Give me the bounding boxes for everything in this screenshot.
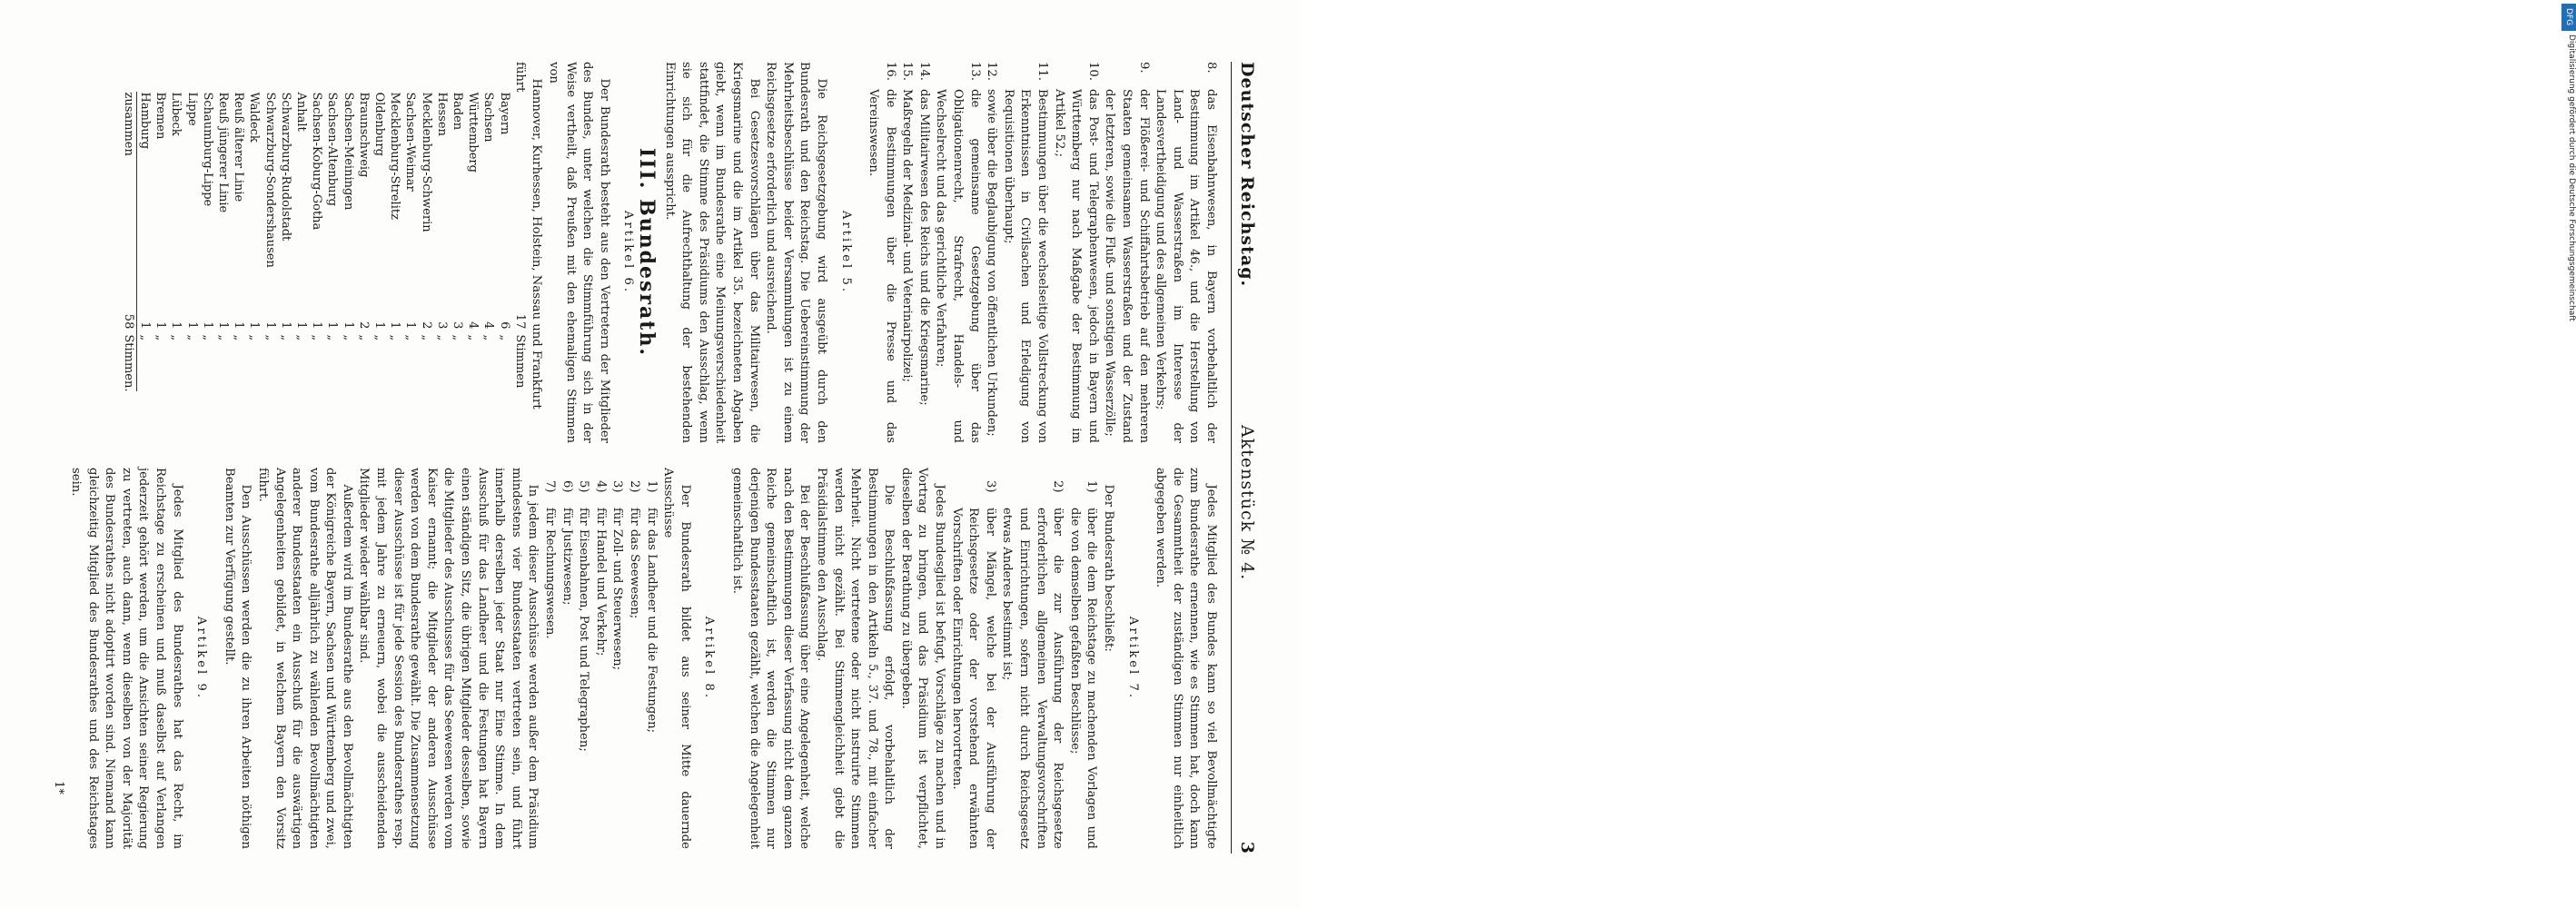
votes-number: 1: [263, 321, 277, 330]
votes-state: Lippe: [184, 92, 199, 126]
article-5-paragraph-2: Bei Gesetzesvorschlägen über das Militairwesen, die Kriegsmarine und die im Artikel 35. bezeichneten Abgaben giebt, wenn im Bundesrathe eine Meinungsverschiedenheit stattfindet, die Stimme des Präsidiums den Ausschlag, wenn sie sich für die Aufrechthaltung der bestehenden Einrichtungen ausspricht.: [662, 62, 761, 443]
article-8-heading: Artikel 8.: [702, 616, 717, 701]
article-8-list-item: [642, 480, 659, 849]
competence-list-item-text: der Flößerei- und Schiffahrtsbetrieb auf den mehreren Staaten gemeinsamen Wasserstraßen und der Zustand der letzteren, sowie die Fluß- und sonstigen Wasserzölle;: [1103, 89, 1151, 443]
votes-state: Württemberg: [466, 92, 481, 173]
competence-list-item-number: 8.: [1204, 62, 1218, 74]
competence-list-item-text: die gemeinsame Gesetzgebung über das Obligationenrecht, Strafrecht, Handels- und Wechselrecht und das gerichtliche Verfahren;: [934, 89, 982, 443]
article-8-list-item-text: für Rechnungswesen.: [543, 508, 558, 639]
votes-row: [356, 92, 372, 391]
article-8-list-item-text: für das Landheer und die Festungen;: [644, 508, 659, 734]
article-8-list-item: [575, 480, 592, 849]
article-7-list-item-number: 3): [983, 480, 997, 493]
votes-number: 1: [169, 321, 183, 330]
votes-row: [153, 92, 168, 391]
dfg-logo: DFG: [2561, 4, 2576, 31]
votes-number: 1: [247, 321, 262, 330]
votes-state: Anhalt: [294, 92, 308, 132]
votes-state: Sachsen-Koburg-Gotha: [310, 92, 324, 231]
competence-list-item: [898, 62, 916, 443]
votes-table: [121, 92, 528, 391]
article-5-paragraph-1: Die Reichsgesetzgebung wird ausgeübt durch den Bundesrath und den Reichstag. Die Uebereinstimmung der Mehrheitsbeschlüsse beider Versammlungen ist zu einem Reichsgesetze erforderlich und ausreichend.: [764, 62, 828, 443]
competence-list-item-number: 9.: [1136, 62, 1151, 74]
votes-unit: „: [451, 334, 465, 341]
competence-list-item: [1050, 62, 1101, 443]
votes-state: Reuß jüngerer Linie: [215, 92, 230, 213]
page-number: 3: [1237, 841, 1257, 854]
votes-number: 1: [310, 321, 324, 330]
article-7-intro: Der Bundesrath beschließt:: [1102, 484, 1116, 652]
article-7-list-item-text: über die dem Reichstage zu machenden Vorlagen und die von demselben gefaßten Beschlüsse;: [1067, 508, 1099, 849]
article-7-list-item-number: 2): [1051, 480, 1065, 493]
competence-list-item-number: 13.: [967, 62, 982, 81]
votes-number: 3: [434, 321, 449, 330]
competence-list-item: [915, 62, 932, 443]
votes-unit: „: [356, 334, 371, 341]
votes-row: [434, 92, 450, 391]
votes-unit: „: [278, 334, 292, 341]
competence-list-item-text: Maßregeln der Medizinal- und Veterinairpolizei;: [900, 89, 915, 382]
votes-number: 1: [403, 321, 418, 330]
votes-unit: „: [247, 334, 262, 341]
votes-row: [418, 92, 433, 391]
votes-row: [136, 92, 153, 391]
left-column: [121, 62, 1219, 443]
article-8-intro: Der Bundesrath bildet aus seiner Mitte dauernde Ausschüsse: [661, 468, 692, 849]
article-8-list-item: [609, 480, 626, 849]
votes-row: [168, 92, 183, 391]
article-9-paragraph-1: Jedes Mitglied des Bundesrathes hat das Recht, im Reichstage zu erscheinen und muß daselbst auf Verlangen jederzeit gehört werden, um die Ansichten seiner Regierung zu vertreten, auch dann, wenn dieselben von der Majorität des Bundesrathes nicht adoptirt worden sind. Niemand kann gleichzeitig Mitglied des Bundesrathes und des Reichstages sein.: [69, 468, 184, 849]
votes-number: 1: [388, 321, 402, 330]
votes-unit: „: [434, 334, 449, 341]
votes-row: [246, 92, 262, 391]
votes-row: [278, 92, 293, 391]
votes-state: Waldeck: [247, 92, 262, 143]
competence-list-item-text: das Eisenbahnwesen, in Bayern vorbehaltlich der Bestimmung im Artikel 46., und die Herstellung von Land- und Wasserstraßen im Interesse der Landesvertheidigung und des allgemeinen Verkehrs;: [1154, 89, 1218, 443]
votes-row: [372, 92, 387, 391]
votes-row: [465, 92, 481, 391]
votes-state: [512, 92, 528, 303]
votes-unit: „: [372, 334, 387, 341]
votes-unit: „: [215, 334, 230, 341]
article-8-list-item-text: für Eisenbahnen, Post und Telegraphen;: [577, 508, 591, 752]
article-6-paragraph-1: Der Bundesrath besteht aus den Vertretern der Mitglieder des Bundes, unter welchen die Stimmführung sich in der Weise vertheilt, daß Preußen mit den ehemaligen Stimmen von: [547, 62, 611, 443]
article-7-list-item: [998, 480, 1065, 849]
votes-number: 1: [184, 321, 199, 330]
votes-row: [215, 92, 231, 391]
article-7-list-item-number: 1): [1085, 480, 1099, 493]
votes-total-row: [121, 92, 137, 391]
votes-number: 1: [341, 321, 355, 330]
competence-list-item-number: 14.: [916, 62, 931, 81]
votes-row: [200, 92, 215, 391]
header-document-number: Aktenstück № 4.: [1237, 425, 1257, 581]
article-7-list-item-text: über die zur Ausführung der Reichsgesetze erforderlichen allgemeinen Verwaltungsvorschriften und Einrichtungen, sofern nicht durch Reichsgesetz etwas Anderes bestimmt ist;: [1000, 508, 1065, 849]
votes-row: [450, 92, 465, 391]
votes-unit: „: [497, 334, 511, 341]
votes-state: Sachsen-Altenburg: [325, 92, 340, 206]
article-9-heading: Artikel 9.: [194, 616, 209, 701]
article-7-list-item: [947, 480, 998, 849]
votes-row: [512, 92, 528, 391]
votes-row: [387, 92, 402, 391]
article-8-paragraph-4: Den Ausschüssen werden die zu ihren Arbeiten nöthigen Beamten zur Verfügung gestellt.: [222, 468, 253, 849]
votes-state: Sachsen-Meiningen: [341, 92, 355, 211]
dfg-funding-note: Digitalisierung gefördert durch die Deutsche Forschungsgemeinschaft: [2567, 35, 2576, 321]
competence-list-item-number: 10.: [1085, 62, 1100, 81]
votes-row: [183, 92, 199, 391]
competence-list-item: [1101, 62, 1152, 443]
votes-state: Lübeck: [169, 92, 183, 136]
article-8-list-item-text: für Zoll- und Steuerwesen;: [610, 508, 625, 671]
votes-state: Mecklenburg-Schwerin: [419, 92, 433, 232]
article-7-paragraph-2: Jedes Bundesglied ist befugt, Vorschläge zu machen und in Vortrag zu bringen, und das Präsidium ist verpflichtet, dieselben der Berathung zu übergeben.: [898, 468, 947, 849]
votes-number: 1: [200, 321, 214, 330]
votes-state: Bayern: [497, 92, 511, 135]
votes-state: Bremen: [154, 92, 168, 140]
votes-number: 1: [232, 321, 246, 330]
article-6-heading: Artikel 6.: [621, 210, 636, 295]
article-8-list-item: [625, 480, 642, 849]
article-7-heading: Artikel 7.: [1125, 616, 1140, 701]
article-7-paragraph-3: Die Beschlußfassung erfolgt, vorbehaltlich der Bestimmungen in den Artikeln 5., 37. und 78., mit einfacher Mehrheit. Nicht vertretene oder nicht instruirte Stimmen werden nicht gezählt. Bei Stimmengleichheit giebt die Präsidialstimme den Ausschlag.: [814, 468, 897, 849]
article-8-paragraph-3: Außerdem wird im Bundesrathe aus den Bevollmächtigten der Königreiche Bayern, Sachsen und Württemberg und zwei, vom Bundesrathe alljährlich zu wählenden Bevollmächtigten anderer Bundesstaaten ein Ausschuß für die auswärtigen Angelegenheiten gebildet, in welchem Bayern den Vorsitz führt.: [255, 468, 354, 849]
article-8-list-item: [558, 480, 575, 849]
votes-total-unit: Stimmen.: [121, 334, 135, 392]
votes-unit: „: [481, 334, 496, 341]
competence-list-item-text: Bestimmungen über die wechselseitige Vollstreckung von Erkenntnissen in Civilsachen und Erledigung von Requisitionen überhaupt;: [1001, 89, 1050, 443]
votes-state: Reuß älterer Linie: [232, 92, 246, 202]
competence-list-item-text: die Bestimmungen über die Presse und das Vereinswesen.: [867, 89, 897, 443]
votes-unit: „: [184, 334, 199, 341]
competence-list-item: [983, 62, 1000, 443]
votes-number: 2: [356, 321, 371, 330]
votes-number: 1: [215, 321, 230, 330]
competence-list-item: [999, 62, 1050, 443]
votes-unit: „: [137, 334, 152, 341]
competence-list-item-text: das Militairwesen des Reichs und die Kriegsmarine;: [916, 89, 931, 406]
votes-state: Braunschweig: [356, 92, 371, 178]
article-8-list-item-number: 3): [610, 480, 625, 493]
votes-unit: „: [419, 334, 433, 341]
votes-state: Mecklenburg-Strelitz: [388, 92, 402, 220]
votes-row: [262, 92, 277, 391]
article-7-paragraph-4: Bei der Beschlußfassung über eine Angelegenheit, welche nach den Bestimmungen dieser Verfassung nicht dem ganzen Reiche gemeinschaftlich ist, werden die Stimmen nur derjenigen Bundesstaaten gezählt, welchen die Angelegenheit gemeinschaftlich ist.: [729, 468, 812, 849]
votes-unit: „: [200, 334, 214, 341]
votes-unit: „: [310, 334, 324, 341]
votes-total-label: zusammen: [121, 92, 137, 303]
article-8-list-item-number: 6): [560, 480, 574, 493]
votes-row: [324, 92, 340, 391]
competence-list-item-number: 16.: [883, 62, 897, 81]
article-8-list-item-text: für das Seewesen;: [628, 508, 641, 619]
header-title: Deutscher Reichstag.: [1237, 62, 1257, 288]
votes-number: 1: [372, 321, 387, 330]
votes-unit: „: [466, 334, 481, 341]
competence-list: [865, 62, 1219, 443]
article-8-list-item-number: 7): [543, 480, 558, 493]
article-8-list: [540, 468, 659, 849]
article-8-list-item: [540, 480, 558, 849]
signature-mark: 1*: [52, 781, 66, 794]
votes-number: 1: [154, 321, 168, 330]
article-8-paragraph-2: In jedem dieser Ausschüsse werden außer dem Präsidium mindestens vier Bundesstaaten vertreten sein, und führt innerhalb derselben jeder Staat nur Eine Stimme. In dem Ausschuß für das Landheer und die Festungen hat Bayern einen ständigen Sitz, die übrigen Mitglieder desselben, sowie die Mitglieder des Ausschusses für das Seewesen werden vom Kaiser ernannt; die Mitglieder der anderen Ausschüsse werden von dem Bundesrathe gewählt. Die Zusammensetzung dieser Ausschüsse ist für jede Session des Bundesrathes resp. mit jedem Jahre zu erneuern, wobei die ausscheidenden Mitglieder wieder wählbar sind.: [357, 468, 540, 849]
votes-row: [496, 92, 511, 391]
votes-row: [402, 92, 418, 391]
votes-intro: führt: [512, 62, 527, 93]
competence-list-item: [932, 62, 983, 443]
article-8-list-item-number: 4): [593, 480, 608, 493]
section-title: III. Bundesrath.: [635, 147, 659, 358]
article-8-list-item-number: 1): [644, 480, 659, 493]
votes-unit: „: [403, 334, 418, 341]
competence-list-item-number: 12.: [985, 62, 999, 81]
competence-list-item: [1152, 62, 1219, 443]
right-column: [50, 468, 1219, 849]
votes-row: [340, 92, 355, 391]
article-8-list-item-number: 2): [628, 480, 641, 493]
competence-list-item-text: sowie über die Beglaubigung von öffentlichen Urkunden;: [985, 89, 999, 437]
article-7-list-item: [1065, 480, 1099, 849]
votes-state: Schaumburg-Lippe: [200, 92, 214, 207]
page-header: [1231, 62, 1268, 854]
votes-unit: „: [169, 334, 183, 341]
votes-state: Schwarzburg-Rudolstadt: [278, 92, 292, 242]
votes-unit: „: [325, 334, 340, 341]
votes-unit: „: [294, 334, 308, 341]
votes-row: [481, 92, 496, 391]
votes-number: 1: [137, 321, 152, 330]
competence-list-item-number: 11.: [1035, 62, 1050, 81]
votes-row: [309, 92, 324, 391]
competence-list-item-number: 15.: [900, 62, 915, 81]
votes-number: 1: [278, 321, 292, 330]
votes-number: 1: [325, 321, 340, 330]
votes-unit: „: [154, 334, 168, 341]
votes-state: Sachsen: [481, 92, 496, 143]
competence-list-item: [865, 62, 898, 443]
votes-row: [293, 92, 309, 391]
competence-list-item-text: das Post- und Telegraphenwesen, jedoch in Bayern und Württemberg nur nach Maßgabe der Bestimmung im Artikel 52.;: [1052, 89, 1100, 443]
votes-number: 2: [419, 321, 433, 330]
article-8-list-item: [591, 480, 609, 849]
votes-unit: „: [263, 334, 277, 341]
votes-state: Hessen: [434, 92, 449, 136]
votes-unit: „: [232, 334, 246, 341]
votes-state: Oldenburg: [372, 92, 387, 156]
votes-number: 1: [294, 321, 308, 330]
votes-unit: Stimmen: [512, 334, 527, 389]
digitization-sidebar: [1279, 0, 2576, 908]
article-5-heading: Artikel 5.: [838, 210, 853, 295]
article-6-closing-paragraph: Jedes Mitglied des Bundes kann so viel Bevollmächtigte zum Bundesrathe ernennen, wie es Stimmen hat, doch kann die Gesammtheit der zuständigen Stimmen nur einheitlich abgegeben werden.: [1154, 468, 1218, 849]
votes-number: 4: [466, 321, 481, 330]
votes-unit: „: [341, 334, 355, 341]
article-8-list-item-number: 5): [577, 480, 591, 493]
votes-total-number: 58: [121, 303, 137, 334]
votes-state: Hamburg: [137, 92, 152, 150]
votes-state: Sachsen-Weimar: [403, 92, 418, 192]
votes-number: 4: [481, 321, 496, 330]
votes-number: 6: [497, 321, 511, 330]
article-7-list-item-text: über Mängel, welche bei der Ausführung der Reichsgesetze oder der vorstehend erwähnten Vorschriften oder Einrichtungen hervortreten.: [949, 508, 997, 849]
votes-state: Baden: [451, 92, 465, 131]
votes-row: [231, 92, 246, 391]
votes-state: Schwarzburg-Sondershausen: [263, 92, 277, 268]
article-6-paragraph-2: Hannover, Kurhessen, Holstein, Nassau und Frankfurt: [530, 78, 544, 410]
article-7-list: [947, 468, 1099, 849]
votes-number: 3: [451, 321, 465, 330]
votes-number: 17: [512, 313, 527, 330]
article-8-list-item-text: für Handel und Verkehr;: [593, 508, 608, 656]
article-8-list-item-text: für Justizwesen;: [560, 508, 574, 606]
votes-unit: „: [388, 334, 402, 341]
